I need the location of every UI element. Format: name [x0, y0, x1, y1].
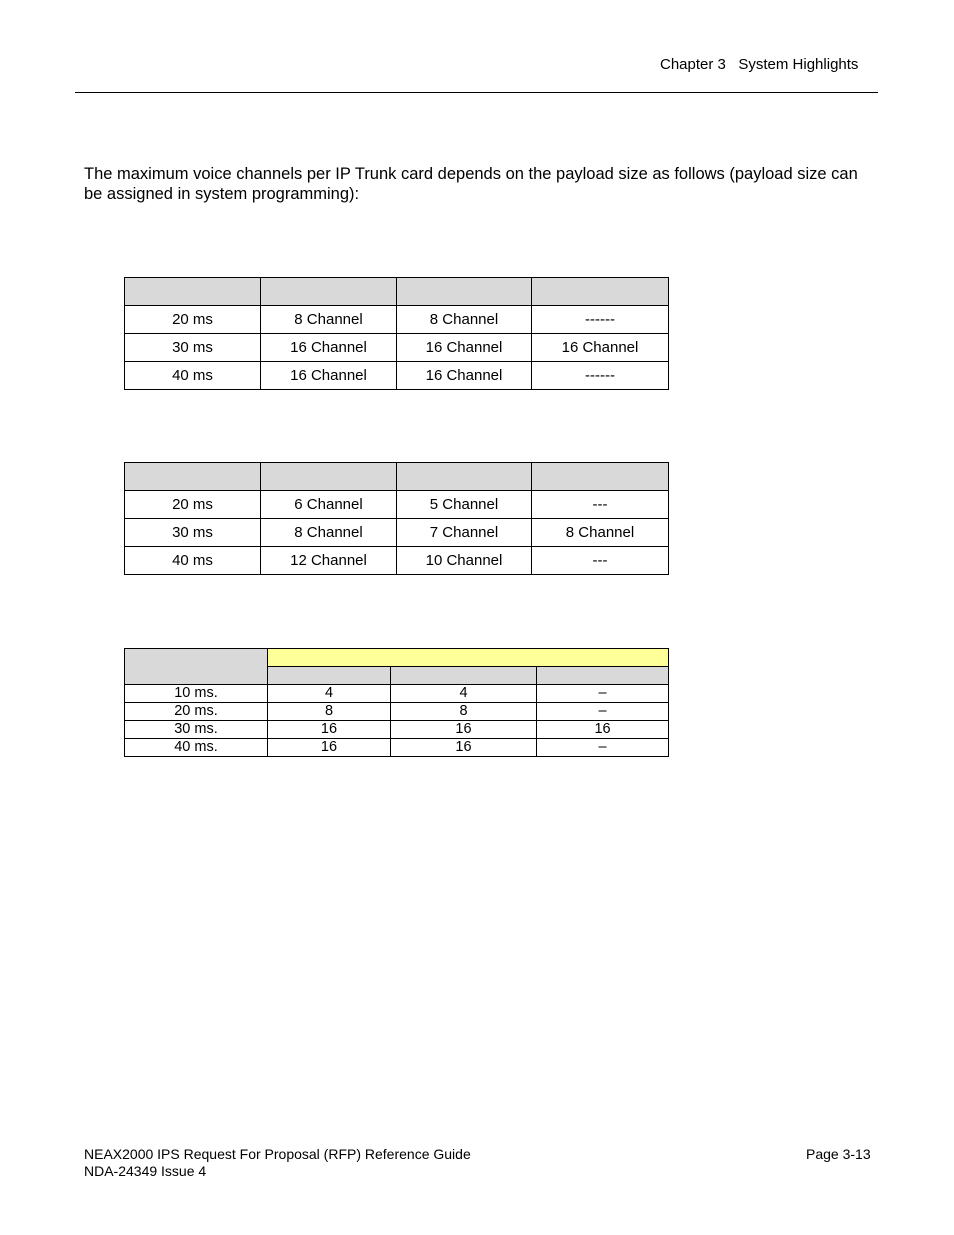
header-cell: [125, 649, 268, 685]
table-cell: 20 ms: [125, 491, 261, 519]
header-cell: [268, 667, 391, 685]
table-row: [125, 721, 669, 739]
table-cell: –: [537, 739, 669, 757]
table-cell: 16 Channel: [397, 362, 532, 390]
table-cell: 10 Channel: [397, 547, 532, 575]
footer-left: [84, 1146, 471, 1180]
table-cell: ---: [532, 491, 669, 519]
header-cell: [125, 463, 261, 491]
header-cell: [532, 463, 669, 491]
header-cell: [537, 667, 669, 685]
header-rule: [75, 92, 878, 93]
payload-table-2: [124, 462, 669, 575]
table-row: [125, 362, 669, 390]
header-cell: [397, 278, 532, 306]
table-cell: 30 ms.: [125, 721, 268, 739]
table-cell: 20 ms: [125, 306, 261, 334]
table-cell: 20 ms.: [125, 703, 268, 721]
chapter-header: Chapter 3 System Highlights: [660, 56, 859, 73]
table-row: [125, 491, 669, 519]
table-cell: 6 Channel: [261, 491, 397, 519]
header-cell: [261, 463, 397, 491]
footer-document-title: NEAX2000 IPS Request For Proposal (RFP) Reference Guide: [84, 1146, 471, 1162]
table-cell: 40 ms: [125, 362, 261, 390]
table-cell: ------: [532, 362, 669, 390]
table-row: [125, 334, 669, 362]
table-cell: 8 Channel: [532, 519, 669, 547]
table-row: [125, 547, 669, 575]
table-cell: 8 Channel: [397, 306, 532, 334]
table-cell: 40 ms: [125, 547, 261, 575]
header-cell: [391, 667, 537, 685]
header-span-cell: [268, 649, 669, 667]
table-row: [125, 739, 669, 757]
table-cell: 12 Channel: [261, 547, 397, 575]
table-row: [125, 519, 669, 547]
table-header-row: [125, 649, 669, 667]
table-header-row: [125, 463, 669, 491]
table-cell: 5 Channel: [397, 491, 532, 519]
payload-table-1: [124, 277, 669, 390]
table-cell: 4: [391, 685, 537, 703]
table-cell: 16 Channel: [532, 334, 669, 362]
footer-document-id: NDA-24349 Issue 4: [84, 1163, 207, 1179]
table-cell: 30 ms: [125, 334, 261, 362]
table-header-row: [125, 278, 669, 306]
table-cell: 10 ms.: [125, 685, 268, 703]
table-cell: 8: [268, 703, 391, 721]
table-cell: 8 Channel: [261, 519, 397, 547]
table-cell: 16: [391, 721, 537, 739]
intro-paragraph: The maximum voice channels per IP Trunk card depends on the payload size as follows (payload size can be assigned in system programming):: [84, 165, 858, 203]
header-cell: [125, 278, 261, 306]
table-cell: –: [537, 685, 669, 703]
table-cell: 4: [268, 685, 391, 703]
table-cell: –: [537, 703, 669, 721]
table-row: [125, 703, 669, 721]
footer-page-number: Page 3-13: [806, 1146, 871, 1162]
table-cell: 8: [391, 703, 537, 721]
table-cell: 16 Channel: [261, 362, 397, 390]
table-row: [125, 685, 669, 703]
payload-table-3: [124, 648, 669, 757]
table-cell: 7 Channel: [397, 519, 532, 547]
table-cell: ------: [532, 306, 669, 334]
table-cell: 16: [391, 739, 537, 757]
table-cell: ---: [532, 547, 669, 575]
table-cell: 16: [268, 739, 391, 757]
table-cell: 40 ms.: [125, 739, 268, 757]
table-cell: 16 Channel: [397, 334, 532, 362]
table-cell: 16: [268, 721, 391, 739]
table-row: [125, 306, 669, 334]
header-cell: [397, 463, 532, 491]
table-cell: 30 ms: [125, 519, 261, 547]
table-cell: 16 Channel: [261, 334, 397, 362]
header-cell: [261, 278, 397, 306]
header-cell: [532, 278, 669, 306]
table-cell: 8 Channel: [261, 306, 397, 334]
table-cell: 16: [537, 721, 669, 739]
